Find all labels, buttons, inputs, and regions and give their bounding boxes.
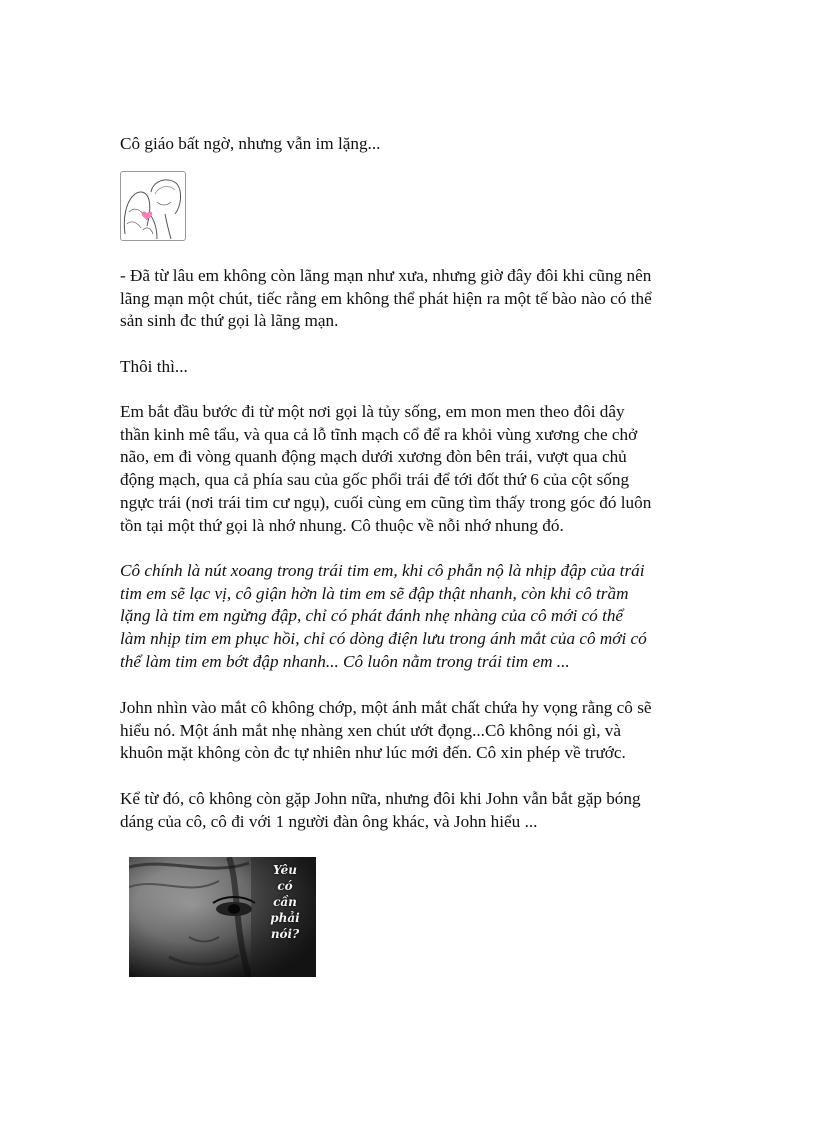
text-line: lặng là tim em ngừng đập, chỉ có phát đánh nhẹ nhàng của cô mới có thể xyxy=(120,606,624,626)
text-line: tồn tại một thứ gọi là nhớ nhung. Cô thuộc về nỗi nhớ nhung đó. xyxy=(120,515,564,535)
photo-caption xyxy=(258,862,312,942)
cartoon-couple-image xyxy=(120,171,186,241)
text-line: Cô chính là nút xoang trong trái tim em, khi cô phẫn nộ là nhịp đập của trái xyxy=(120,561,645,580)
caption-line: cần xyxy=(273,895,297,909)
text-line: tim em sẽ lạc vị, cô giận hờn là tim em sẽ đập thật nhanh, còn khi cô trầm xyxy=(120,583,629,603)
caption-line: phải xyxy=(270,911,300,925)
text-line: John nhìn vào mắt cô không chớp, một ánh mắt chất chứa hy vọng rằng cô sẽ xyxy=(120,698,652,717)
paragraph-7 xyxy=(120,788,706,833)
caption-line: có xyxy=(277,879,293,893)
caption-line: nói? xyxy=(270,927,300,941)
text-line: Em bắt đầu bước đi từ một nơi gọi là tủy sống, em mon men theo đôi dây xyxy=(120,402,625,421)
text-line: thần kinh mê tẩu, và qua cả lỗ tĩnh mạch cổ để ra khỏi vùng xương che chở xyxy=(120,424,638,444)
text-line: động mạch, qua cả phía sau của gốc phổi trái để tới đốt thứ 6 của cột sống xyxy=(120,470,630,490)
text-line: dáng của cô, cô đi với 1 người đàn ông khác, và John hiểu ... xyxy=(120,811,538,831)
paragraph-2 xyxy=(120,265,706,333)
caption-line: Yêu xyxy=(273,863,297,877)
paragraph-4 xyxy=(120,401,706,537)
text-line: lãng mạn một chút, tiếc rằng em không thể phát hiện ra một tế bào nào có thể xyxy=(120,288,652,308)
text-line: khuôn mặt không còn đc tự nhiên như lúc mới đến. Cô xin phép về trước. xyxy=(120,743,626,763)
text-line: sản sinh đc thứ gọi là lãng mạn. xyxy=(120,311,339,331)
paragraph-1 xyxy=(120,133,706,156)
text-line: làm nhịp tim em phục hồi, chỉ có dòng điện lưu trong ánh mắt của cô mới có xyxy=(120,629,647,649)
text-line: thể làm tim em bớt đập nhanh... Cô luôn nằm trong trái tim em ... xyxy=(120,651,570,671)
text-line: hiểu nó. Một ánh mắt nhẹ nhàng xen chút ướt đọng...Cô không nói gì, và xyxy=(120,720,622,740)
cartoon-couple-kiss-icon xyxy=(121,172,185,240)
paragraph-3 xyxy=(120,356,706,379)
paragraph-5 xyxy=(120,560,706,674)
text-line: Thôi thì... xyxy=(120,357,188,376)
text-line: - Đã từ lâu em không còn lãng mạn như xưa, nhưng giờ đây đôi khi cũng nên xyxy=(120,266,652,285)
text-line: ngực trái (nơi trái tim cư ngụ), cuối cùng em cũng tìm thấy trong góc đó luôn xyxy=(120,492,652,512)
paragraph-6 xyxy=(120,697,706,765)
text-line: não, em đi vòng quanh động mạch dưới xương đòn bên trái, vượt qua chủ xyxy=(120,447,627,467)
text-line: Cô giáo bất ngờ, nhưng vẫn im lặng... xyxy=(120,134,381,153)
text-line: Kể từ đó, cô không còn gặp John nữa, nhưng đôi khi John vẫn bắt gặp bóng xyxy=(120,789,641,808)
